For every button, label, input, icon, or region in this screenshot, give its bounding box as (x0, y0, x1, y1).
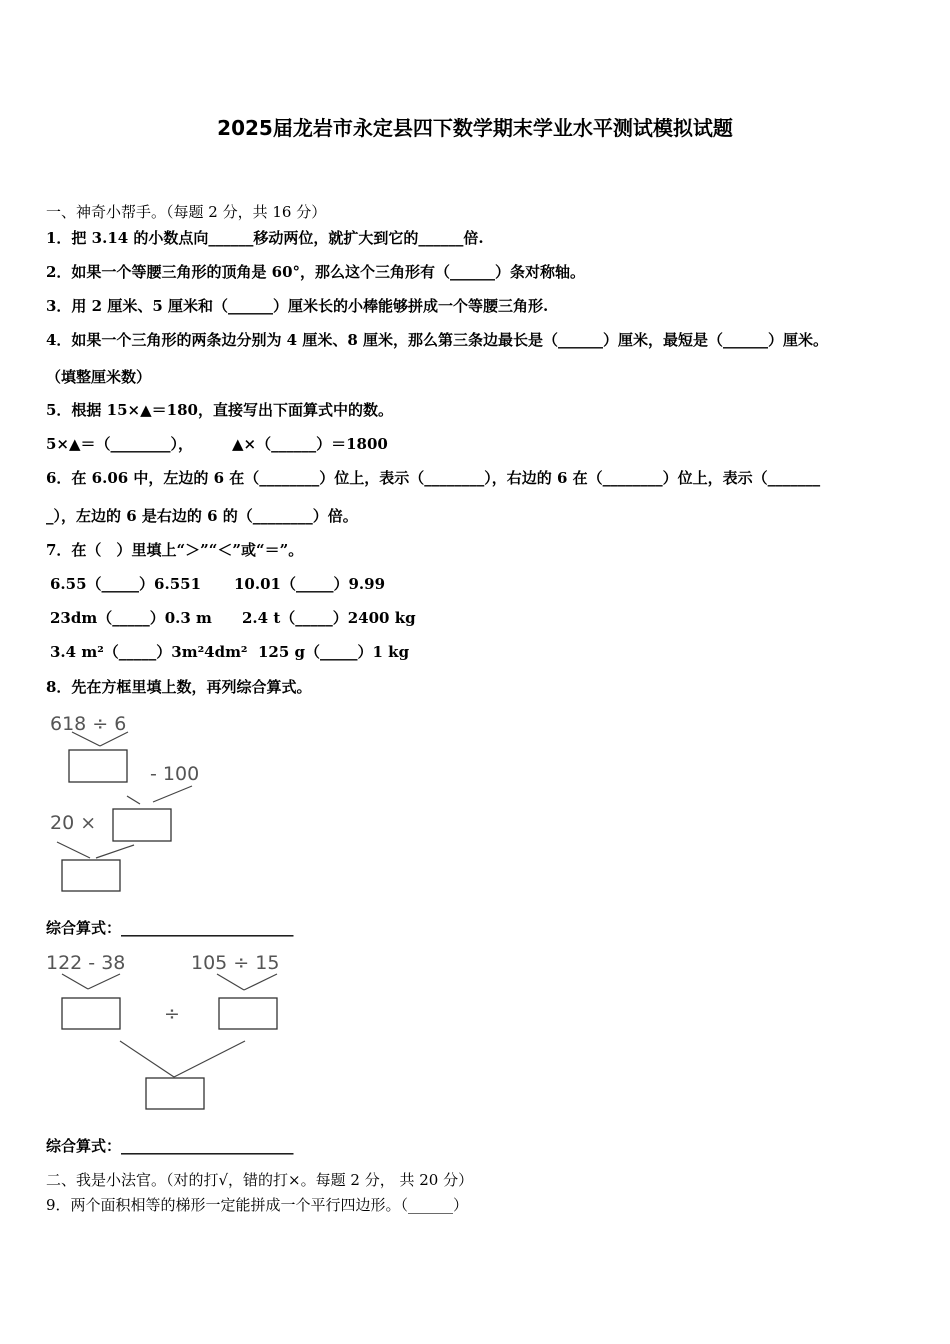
question-7: 7．在（ ）里填上“＞”“＜”或“＝”。 (46, 541, 304, 559)
question-2: 2．如果一个等腰三角形的顶角是 60°，那么这个三角形有（______）条对称轴。 (46, 263, 586, 281)
diagram1-top-expression: 618 ÷ 6 (50, 713, 127, 735)
branch-line (88, 974, 120, 989)
branch-line (217, 974, 244, 990)
q7-compare-6: 125 g（_____）1 kg (258, 643, 410, 661)
section1-heading: 一、神奇小帮手。（每题 2 分，共 16 分） (46, 203, 327, 221)
q7-compare-4: 2.4 t（_____）2400 kg (242, 609, 416, 627)
answer-box[interactable] (62, 998, 120, 1029)
answer-box[interactable] (69, 750, 127, 782)
question-8: 8．先在方框里填上数，再列综合算式。 (46, 678, 312, 696)
diagram-2 (46, 952, 279, 1109)
q7-compare-1: 6.55（_____）6.551 (50, 575, 202, 593)
question-5-part-a: 5×▲＝（________）， (46, 435, 194, 453)
question-4: 4．如果一个三角形的两条边分别为 4 厘米、8 厘米，那么第三条边最长是（______）厘米，最短是（______）厘米。 (46, 331, 828, 349)
branch-line (127, 796, 140, 804)
q7-compare-5: 3.4 m²（_____）3m²4dm² (50, 643, 248, 661)
question-1: 1．把 3.14 的小数点向______移动两位，就扩大到它的______倍. (46, 229, 484, 247)
question-3: 3．用 2 厘米、5 厘米和（______）厘米长的小棒能够拼成一个等腰三角形. (46, 297, 549, 315)
branch-line (57, 842, 90, 858)
formula-line-1: 综合算式：_______________________ (46, 919, 294, 937)
q7-compare-2: 10.01（_____）9.99 (234, 575, 386, 593)
question-6: 6．在 6.06 中，左边的 6 在（________）位上，表示（________），右边的 6 在（________）位上，表示（_______ (46, 469, 821, 487)
branch-line (96, 845, 134, 858)
answer-box[interactable] (146, 1078, 204, 1109)
formula-line-2: 综合算式：_______________________ (46, 1137, 294, 1155)
q7-compare-3: 23dm（_____）0.3 m (50, 609, 212, 627)
diagram2-left-expression: 122 - 38 (46, 952, 126, 974)
diagram-1 (50, 713, 199, 891)
question-5: 5．根据 15×▲＝180，直接写出下面算式中的数。 (46, 401, 393, 419)
answer-box[interactable] (113, 809, 171, 841)
diagram2-divide-sign: ÷ (164, 1003, 180, 1025)
diagram2-right-expression: 105 ÷ 15 (191, 952, 280, 974)
branch-line (62, 974, 88, 989)
branch-line (244, 974, 277, 990)
question-9: 9．两个面积相等的梯形一定能拼成一个平行四边形。（______） (46, 1196, 469, 1214)
branch-line (174, 1041, 245, 1077)
answer-box[interactable] (62, 860, 120, 891)
diagram1-minus-expression: - 100 (150, 763, 200, 785)
section2-heading: 二、我是小法官。（对的打√，错的打×。每题 2 分， 共 20 分） (46, 1171, 474, 1189)
question-5-part-b: ▲×（______）＝1800 (232, 435, 388, 453)
branch-line (120, 1041, 174, 1077)
page-title: 2025届龙岩市永定县四下数学期末学业水平测试模拟试题 (217, 116, 733, 140)
question-4-note: （填整厘米数） (46, 368, 152, 386)
diagram1-multiply-expression: 20 × (50, 812, 97, 834)
branch-line (153, 786, 192, 802)
question-6-cont: _），左边的 6 是右边的 6 的（________）倍。 (46, 507, 358, 525)
answer-box[interactable] (219, 998, 277, 1029)
